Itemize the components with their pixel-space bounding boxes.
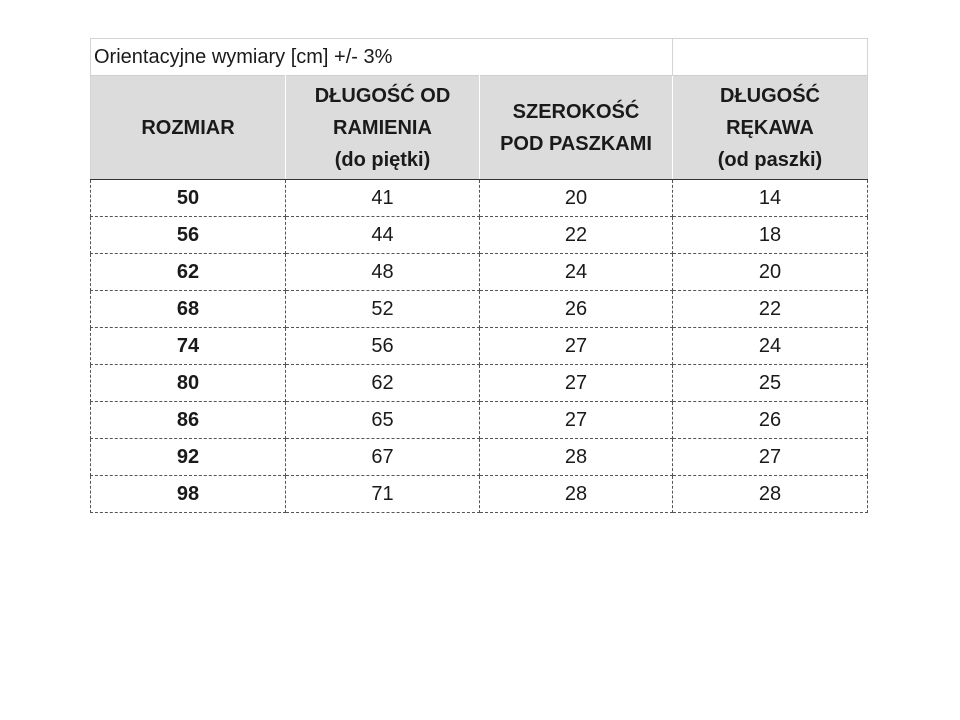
table-row bbox=[91, 328, 868, 365]
width-cell: 28 bbox=[480, 476, 673, 513]
size-cell: 68 bbox=[91, 291, 286, 328]
length-cell: 62 bbox=[286, 365, 480, 402]
width-cell: 26 bbox=[480, 291, 673, 328]
size-chart-table bbox=[90, 38, 868, 513]
length-cell: 52 bbox=[286, 291, 480, 328]
size-cell: 50 bbox=[91, 180, 286, 217]
sleeve-cell: 26 bbox=[673, 402, 868, 439]
sleeve-cell: 25 bbox=[673, 365, 868, 402]
table-row bbox=[91, 439, 868, 476]
length-cell: 65 bbox=[286, 402, 480, 439]
length-cell: 67 bbox=[286, 439, 480, 476]
header-row bbox=[91, 76, 868, 180]
sleeve-cell: 14 bbox=[673, 180, 868, 217]
sleeve-cell: 27 bbox=[673, 439, 868, 476]
table-row bbox=[91, 180, 868, 217]
header-length-from-shoulder-line-1: DŁUGOŚĆ OD bbox=[314, 84, 451, 107]
header-sleeve-length-line-3: (od paszki) bbox=[717, 148, 823, 171]
width-cell: 27 bbox=[480, 328, 673, 365]
header-width-under-arms-line-2: POD PASZKAMI bbox=[500, 132, 652, 155]
size-cell: 80 bbox=[91, 365, 286, 402]
size-cell: 86 bbox=[91, 402, 286, 439]
header-size bbox=[91, 76, 286, 180]
table-row bbox=[91, 365, 868, 402]
header-size-line: ROZMIAR bbox=[141, 116, 235, 139]
width-cell: 20 bbox=[480, 180, 673, 217]
table-row bbox=[91, 476, 868, 513]
sleeve-cell: 18 bbox=[673, 217, 868, 254]
header-width-under-arms-line-1: SZEROKOŚĆ bbox=[512, 100, 640, 123]
size-cell: 62 bbox=[91, 254, 286, 291]
header-length-from-shoulder bbox=[286, 76, 480, 180]
width-cell: 27 bbox=[480, 365, 673, 402]
header-sleeve-length-line-2: RĘKAWA bbox=[726, 116, 814, 139]
header-sleeve-length-line-1: DŁUGOŚĆ bbox=[720, 84, 820, 107]
size-cell: 56 bbox=[91, 217, 286, 254]
width-cell: 22 bbox=[480, 217, 673, 254]
table-row bbox=[91, 291, 868, 328]
table-row bbox=[91, 402, 868, 439]
header-length-from-shoulder-line-3: (do piętki) bbox=[334, 148, 431, 171]
size-cell: 98 bbox=[91, 476, 286, 513]
header-sleeve-length bbox=[673, 76, 868, 180]
table-row bbox=[91, 254, 868, 291]
header-width-under-arms bbox=[480, 76, 673, 180]
caption-empty-cell bbox=[673, 39, 868, 76]
length-cell: 41 bbox=[286, 180, 480, 217]
length-cell: 44 bbox=[286, 217, 480, 254]
table-row bbox=[91, 217, 868, 254]
table-caption: Orientacyjne wymiary [cm] +/- 3% bbox=[91, 39, 673, 76]
sleeve-cell: 22 bbox=[673, 291, 868, 328]
length-cell: 56 bbox=[286, 328, 480, 365]
sleeve-cell: 24 bbox=[673, 328, 868, 365]
size-cell: 74 bbox=[91, 328, 286, 365]
width-cell: 24 bbox=[480, 254, 673, 291]
size-cell: 92 bbox=[91, 439, 286, 476]
sleeve-cell: 28 bbox=[673, 476, 868, 513]
sleeve-cell: 20 bbox=[673, 254, 868, 291]
length-cell: 71 bbox=[286, 476, 480, 513]
header-length-from-shoulder-line-2: RAMIENIA bbox=[333, 116, 432, 139]
width-cell: 27 bbox=[480, 402, 673, 439]
length-cell: 48 bbox=[286, 254, 480, 291]
width-cell: 28 bbox=[480, 439, 673, 476]
caption-row bbox=[91, 39, 868, 76]
